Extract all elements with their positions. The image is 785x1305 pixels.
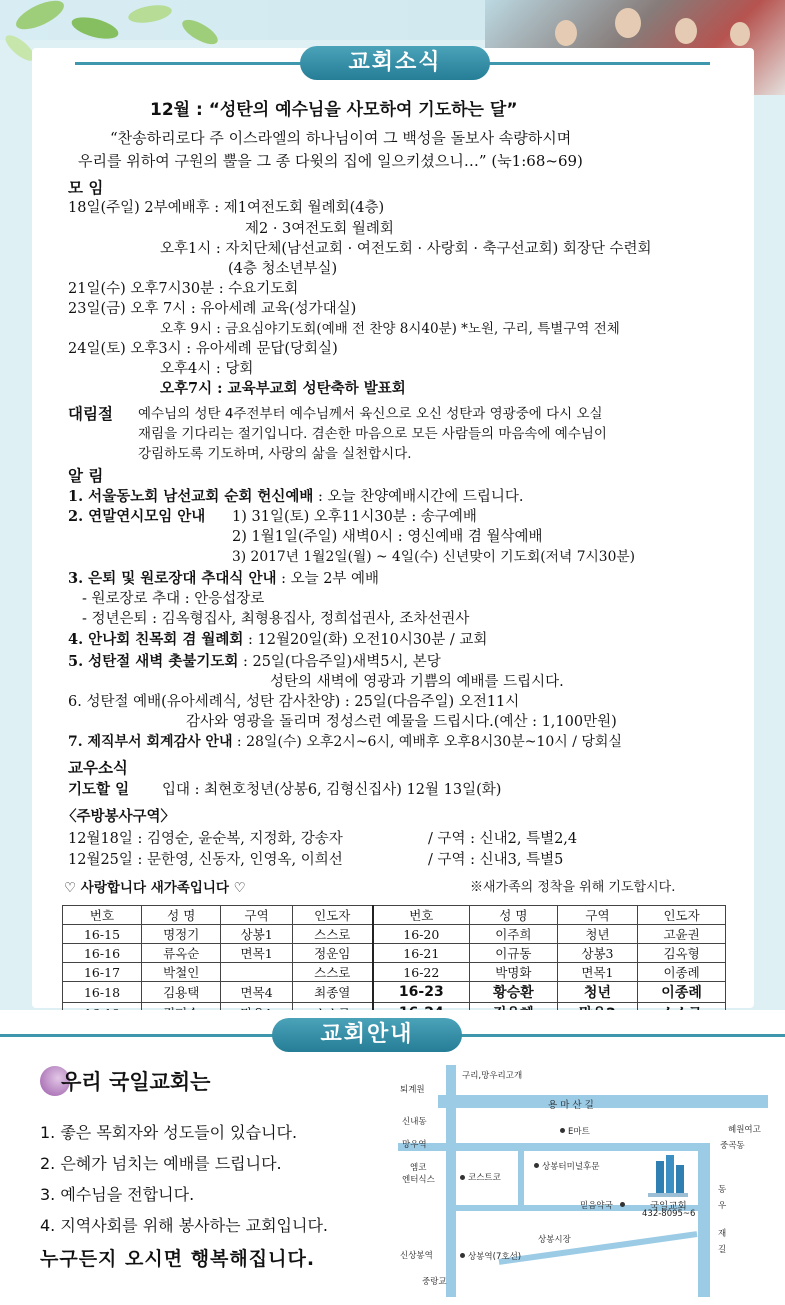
advent-line: 예수님의 성탄 4주전부터 예수님께서 육신으로 오신 성탄과 영광중에 다시 오실 [138, 406, 603, 422]
table-cell: 스스로 [292, 963, 372, 982]
table-cell: 김용택 [142, 982, 221, 1003]
intro-text: 우리 국일교회는 [61, 1070, 211, 1094]
table-cell: 이주희 [469, 925, 557, 944]
newfamily-heading: ♡ 사랑합니다 새가족입니다 ♡ [64, 880, 246, 896]
map-label-pharmacy: 믿음약국 [580, 1201, 613, 1211]
map-label-top: 구리,망우리고개 [462, 1071, 523, 1081]
table-row [63, 982, 726, 1003]
notice-2-title: 2. 연말연시모임 안내 [68, 508, 206, 525]
newfamily-table [62, 905, 726, 1024]
verse-line-2: 우리를 위하여 구원의 뿔을 그 종 다윗의 집에 일으키셨으니…” (눅1:68~69) [78, 152, 583, 170]
road-yongmasan [438, 1095, 768, 1108]
month-title: 12월 : “성탄의 예수님을 사모하여 기도하는 달” [150, 100, 518, 120]
notice-7-text: : 28일(수) 오후2시~6시, 예배후 오후8시30분~10시 / 당회실 [232, 734, 622, 750]
notice-4 [68, 630, 487, 650]
church-building-icon [648, 1155, 688, 1197]
notice-1 [68, 487, 523, 507]
guide-item: 2. 은혜가 넘치는 예배를 드립니다. [40, 1154, 282, 1173]
kitchen-heading: 〈주방봉사구역〉 [62, 809, 176, 825]
notice-2-item: 2) 1월1일(주일) 새벽0시 : 영신예배 겸 월삭예배 [232, 529, 543, 545]
map-label-costco: 코스트코 [468, 1173, 501, 1183]
table-cell: 16-23 [373, 982, 470, 1003]
notice-3-title: 3. 은퇴 및 원로장대 추대식 안내 [68, 570, 277, 587]
notice-1-text: : 오늘 찬양예배시간에 드립니다. [313, 489, 524, 505]
advent-line: 강림하도록 기도하며, 사랑의 삶을 실천합시다. [138, 446, 412, 462]
meeting-line: 제2 · 3여전도회 월례회 [245, 221, 394, 237]
meeting-line: 24일(토) 오후3시 : 유아세례 문답(당회실) [68, 341, 338, 357]
meeting-line: 18일(주일) 2부예배후 : 제1여전도회 월례회(4층) [68, 200, 385, 216]
table-cell: 이종례 [638, 963, 726, 982]
guide-banner: 교회안내 [272, 1018, 462, 1052]
table-cell: 상봉3 [557, 944, 637, 963]
notice-1-title: 1. 서울동노회 남선교회 순회 헌신예배 [68, 488, 314, 505]
road-side [518, 1151, 524, 1211]
advent-heading: 대림절 [68, 405, 113, 423]
map-label-sinsangbong: 신상봉역 [400, 1251, 433, 1261]
notices-heading: 알 림 [68, 467, 104, 485]
table-cell: 16-18 [63, 982, 142, 1003]
map-dot [620, 1202, 625, 1207]
meeting-line: (4층 청소년부실) [228, 261, 338, 277]
notice-7 [68, 732, 622, 752]
table-cell: 이규동 [469, 944, 557, 963]
table-cell: 정운임 [292, 944, 372, 963]
table-row [63, 925, 726, 944]
table-cell: 면목4 [221, 982, 292, 1003]
meeting-line: 오후7시 : 교육부교회 성탄축하 발표회 [160, 380, 406, 397]
prayer-label: 기도할 일 [68, 782, 130, 798]
map-dot [460, 1253, 465, 1258]
kitchen-row-1: 12월18일 : 김영순, 윤순복, 지정화, 강송자 [68, 831, 343, 847]
table-cell: 16-20 [373, 925, 470, 944]
notice-4-text: : 12월20일(화) 오전10시30분 / 교회 [243, 632, 488, 648]
guide-item: 4. 지역사회를 위해 봉사하는 교회입니다. [40, 1216, 328, 1235]
guide-item: 1. 좋은 목회자와 성도들이 있습니다. [40, 1123, 298, 1142]
col-header: 번호 [373, 906, 470, 925]
table-cell: 황승환 [469, 982, 557, 1003]
table-cell: 이종례 [638, 982, 726, 1003]
notice-5-text: : 25일(다음주일)새벽5시, 본당 [238, 654, 441, 670]
road-dongu [698, 1143, 710, 1297]
map-label-terminal: 상봉터미널후문 [542, 1162, 600, 1172]
members-heading: 교우소식 [68, 759, 128, 777]
prayer-text: 입대 : 최현호청년(상봉6, 김형신집사) 12월 13일(화) [162, 782, 502, 798]
guide-item: 3. 예수님을 전합니다. [40, 1185, 195, 1204]
map-label-emco: 엠코 [410, 1163, 427, 1173]
road-manguyeok [398, 1143, 698, 1151]
advent-line: 재림을 기다리는 절기입니다. 겸손한 마음으로 모든 사람들의 마음속에 예수님이 [138, 426, 607, 442]
table-header-row [63, 906, 726, 925]
table-cell: 김옥형 [638, 944, 726, 963]
news-banner: 교회소식 [300, 46, 490, 80]
road-diag [499, 1231, 698, 1265]
meeting-line: 21일(수) 오후7시30분 : 수요기도회 [68, 281, 299, 297]
table-cell: 16-17 [63, 963, 142, 982]
map-label-jungnang: 중랑교 [422, 1277, 447, 1287]
table-cell: 고윤권 [638, 925, 726, 944]
map-label-gil: 길 [718, 1245, 727, 1255]
notice-3-text: : 오늘 2부 예배 [276, 571, 380, 587]
col-header: 구역 [221, 906, 292, 925]
map-label-sangbong: 상봉역(7호선) [468, 1252, 522, 1262]
table-cell: 상봉1 [221, 925, 292, 944]
table-cell: 면목1 [221, 944, 292, 963]
intro-title [40, 1066, 210, 1096]
table-cell: 16-21 [373, 944, 470, 963]
table-row [63, 963, 726, 982]
col-header: 인도자 [292, 906, 372, 925]
notice-5-line: 성탄의 새벽에 영광과 기쁨의 예배를 드립시다. [270, 674, 564, 690]
table-cell: 박명화 [469, 963, 557, 982]
meeting-line: 오후4시 : 당회 [160, 361, 254, 377]
map-label-jae: 재 [718, 1229, 727, 1239]
map-label-dong: 동 [718, 1185, 727, 1195]
kitchen-row-2: 12월25일 : 문한영, 신동자, 인영옥, 이희선 [68, 852, 343, 868]
table-cell: 16-22 [373, 963, 470, 982]
map-dot [534, 1163, 539, 1168]
map-dot [560, 1128, 565, 1133]
map-label-mangu: 망우역 [402, 1140, 427, 1150]
table-cell: 명정기 [142, 925, 221, 944]
guide-closing: 누구든지 오시면 행복해집니다. [40, 1248, 316, 1270]
table-cell: 16-16 [63, 944, 142, 963]
col-header: 성 명 [469, 906, 557, 925]
church-map [398, 1065, 770, 1297]
col-header: 인도자 [638, 906, 726, 925]
notice-3-item: - 정년은퇴 : 김옥형집사, 최형용집사, 정희섭권사, 조차선권사 [82, 611, 470, 627]
meeting-line: 오후 9시 : 금요심야기도회(예배 전 찬양 8시40분) *노원, 구리, 특별구역 전체 [160, 321, 620, 337]
map-label-junghwa: 중곡동 [720, 1141, 745, 1151]
map-label-market: 상봉시장 [538, 1235, 571, 1245]
notice-3-item: - 원로장로 추대 : 안응섭장로 [82, 591, 265, 607]
meeting-line: 오후1시 : 자치단체(남선교회 · 여전도회 · 사랑회 · 축구선교회) 회장단 수련회 [160, 241, 652, 257]
col-header: 성 명 [142, 906, 221, 925]
map-label-sinnae: 신내동 [402, 1117, 427, 1127]
notice-6: 6. 성탄절 예배(유아세례식, 성탄 감사찬양) : 25일(다음주일) 오전11시 [68, 694, 520, 710]
meetings-heading: 모 임 [68, 179, 104, 197]
notice-3 [68, 569, 379, 589]
notice-5 [68, 652, 441, 672]
map-label-hoegyewon: 퇴계원 [400, 1085, 425, 1095]
table-cell: 최종열 [292, 982, 372, 1003]
map-dot [460, 1175, 465, 1180]
table-cell: 16-15 [63, 925, 142, 944]
table-cell: 청년 [557, 925, 637, 944]
col-header: 번호 [63, 906, 142, 925]
table-cell [221, 963, 292, 982]
table-cell: 류옥순 [142, 944, 221, 963]
table-cell: 박철인 [142, 963, 221, 982]
notice-6-line: 감사와 영광을 돌리며 정성스런 예물을 드립시다.(예산 : 1,100만원) [186, 714, 617, 730]
map-label-u: 우 [718, 1201, 727, 1211]
table-cell: 청년 [557, 982, 637, 1003]
map-label-phone: 432-8095~6 [642, 1209, 696, 1219]
map-label-church: 국일교회 [650, 1201, 687, 1212]
kitchen-row-1-area: / 구역 : 신내2, 특별2,4 [428, 831, 578, 847]
table-row [63, 944, 726, 963]
map-label-emart: E마트 [568, 1127, 590, 1137]
meeting-line: 23일(금) 오후 7시 : 유아세례 교육(성가대실) [68, 301, 357, 317]
verse-line-1: “찬송하리로다 주 이스라엘의 하나님이여 그 백성을 돌보사 속량하시며 [110, 129, 572, 147]
notice-2-item: 1) 31일(토) 오후11시30분 : 송구예배 [232, 509, 477, 525]
notice-2-item: 3) 2017년 1월2일(월) ~ 4일(수) 신년맞이 기도회(저녁 7시30분) [232, 549, 636, 565]
map-label-center: 엔터식스 [402, 1175, 435, 1185]
map-label-hyewon: 혜원여고 [728, 1125, 761, 1135]
table-cell: 면목1 [557, 963, 637, 982]
notice-4-title: 4. 안나회 친목회 겸 월례회 [68, 631, 244, 648]
notice-7-title: 7. 제직부서 회계감사 안내 [68, 734, 233, 750]
road-vertical-main [446, 1065, 456, 1297]
map-label-yongmasan: 용 마 산 길 [548, 1100, 594, 1111]
col-header: 구역 [557, 906, 637, 925]
kitchen-row-2-area: / 구역 : 신내3, 특별5 [428, 852, 564, 868]
notice-5-title: 5. 성탄절 새벽 촛불기도회 [68, 653, 239, 670]
table-cell: 스스로 [292, 925, 372, 944]
newfamily-note: ※새가족의 정착을 위해 기도합시다. [470, 880, 676, 895]
